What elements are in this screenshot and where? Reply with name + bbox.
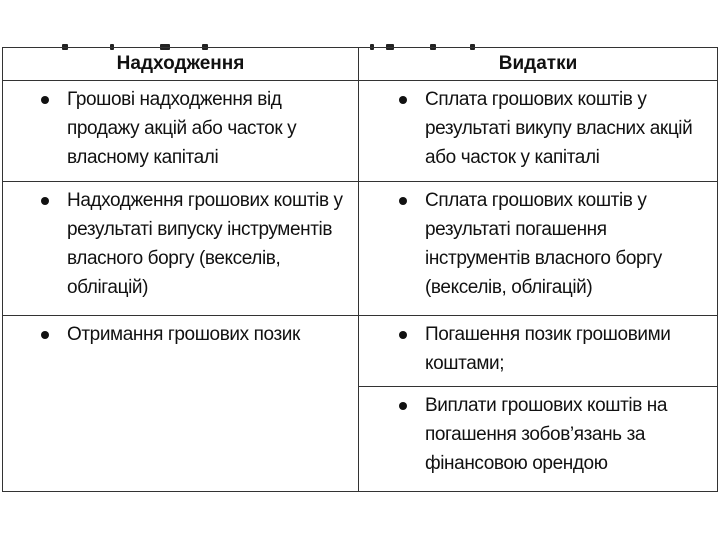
income-cell [3, 316, 359, 492]
bullet-icon [399, 402, 407, 410]
table-row [3, 182, 718, 316]
table-header-row [3, 48, 718, 81]
table-row [3, 316, 718, 387]
expense-cell [359, 182, 718, 316]
cash-flows-table [2, 47, 718, 492]
bullet-icon [399, 197, 407, 205]
expense-text: Сплата грошових коштів у результаті погашення інструментів власного боргу (векселів, облігацій) [425, 190, 662, 298]
expense-cell [359, 81, 718, 182]
expense-text: Виплати грошових коштів на погашення зобов’язань за фінансовою орендою [425, 395, 668, 474]
header-expenses: Видатки [359, 48, 718, 81]
header-income: Надходження [3, 48, 359, 81]
expense-text: Сплата грошових коштів у результаті викупу власних акцій або часток у капіталі [425, 89, 693, 168]
income-text: Надходження грошових коштів у результаті випуску інструментів власного боргу (векселів, облігацій) [67, 190, 343, 298]
expense-cell [359, 387, 718, 492]
income-cell [3, 81, 359, 182]
bullet-icon [399, 331, 407, 339]
income-cell [3, 182, 359, 316]
expense-cell [359, 316, 718, 387]
income-text: Грошові надходження від продажу акцій або часток у власному капіталі [67, 89, 297, 168]
bullet-icon [399, 96, 407, 104]
income-text: Отримання грошових позик [67, 324, 300, 345]
table-row [3, 81, 718, 182]
bullet-icon [41, 96, 49, 104]
expense-text: Погашення позик грошовими коштами; [425, 324, 671, 374]
bullet-icon [41, 331, 49, 339]
bullet-icon [41, 197, 49, 205]
